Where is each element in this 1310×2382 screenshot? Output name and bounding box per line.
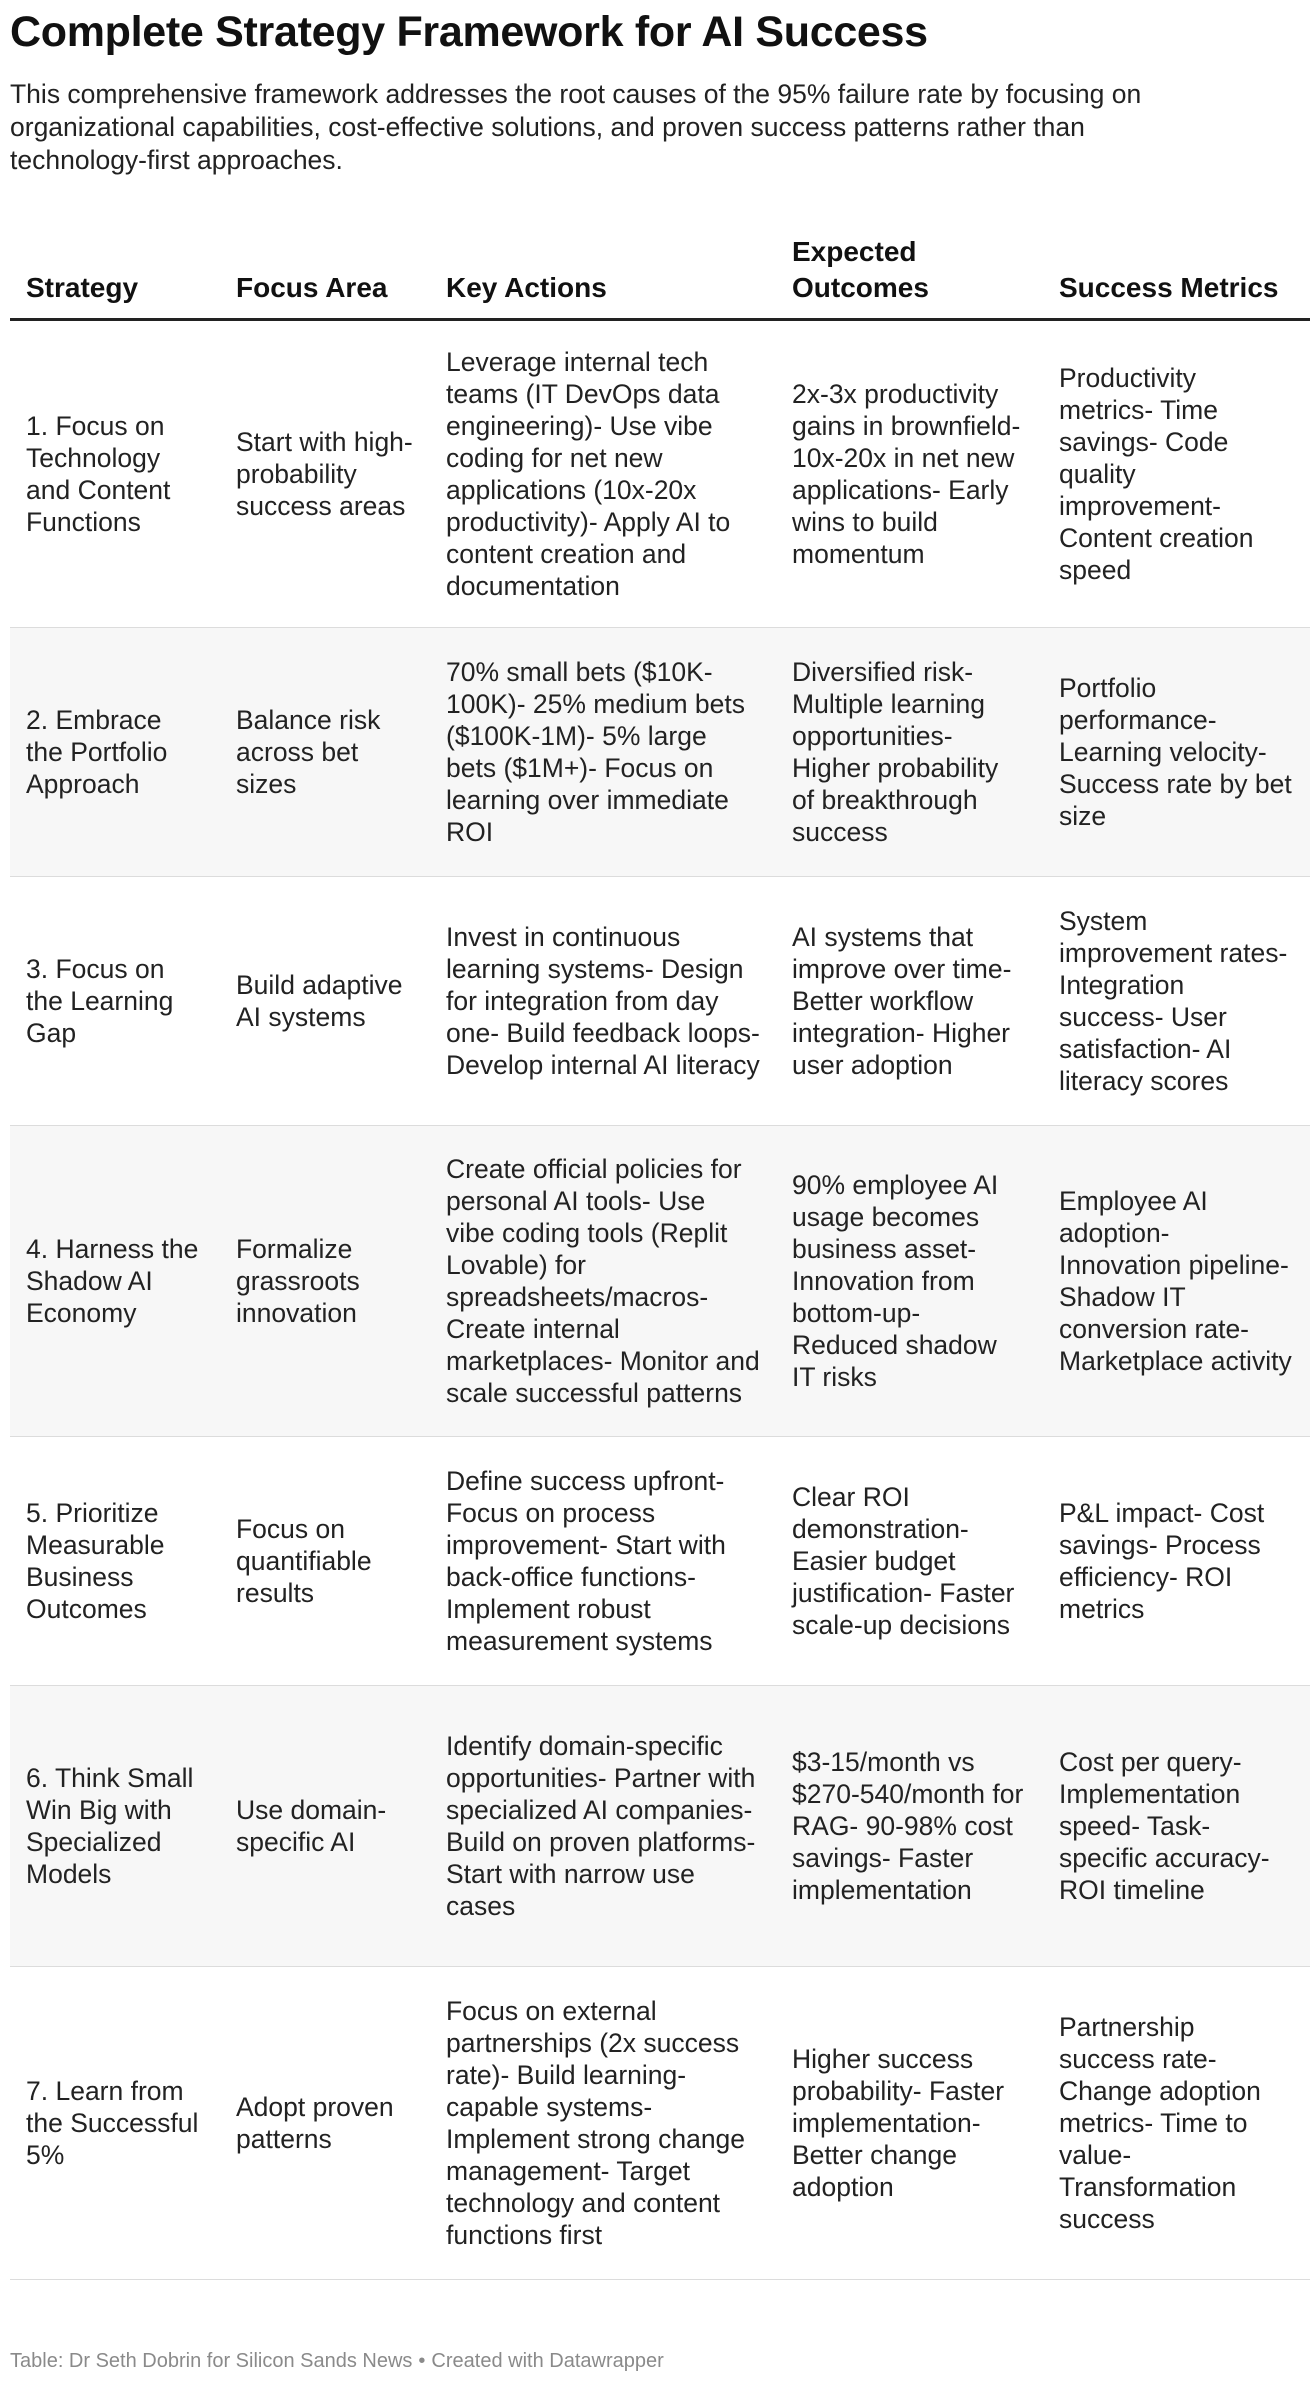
cell-expected-outcomes: AI systems that improve over time- Better workflow integration- Higher user adoption [776, 877, 1043, 1126]
cell-key-actions: Leverage internal tech teams (IT DevOps data engineering)- Use vibe coding for net new applications (10x-20x productivity)- Apply AI to content creation and documentation [430, 320, 776, 628]
cell-focus-area: Adopt proven patterns [220, 1967, 430, 2280]
table-row [10, 320, 1310, 628]
table-row [10, 628, 1310, 877]
cell-expected-outcomes: 2x-3x productivity gains in brownfield- 10x-20x in net new applications- Early wins to build momentum [776, 320, 1043, 628]
footer-separator: • [418, 2350, 426, 2372]
table-row [10, 1126, 1310, 1437]
cell-success-metrics: P&L impact- Cost savings- Process efficiency- ROI metrics [1043, 1437, 1310, 1686]
column-header-focus-area: Focus Area [220, 222, 430, 320]
cell-strategy: 6. Think Small Win Big with Specialized Models [10, 1686, 220, 1967]
column-header-key-actions: Key Actions [430, 222, 776, 320]
cell-success-metrics: Portfolio performance- Learning velocity- Success rate by bet size [1043, 628, 1310, 877]
cell-strategy: 2. Embrace the Portfolio Approach [10, 628, 220, 877]
cell-success-metrics: Cost per query- Implementation speed- Task-specific accuracy- ROI timeline [1043, 1686, 1310, 1967]
datawrapper-table-page [10, 0, 1292, 2382]
cell-strategy: 1. Focus on Technology and Content Functions [10, 320, 220, 628]
cell-focus-area: Focus on quantifiable results [220, 1437, 430, 1686]
cell-key-actions: Identify domain-specific opportunities- Partner with specialized AI companies- Build on proven platforms- Start with narrow use cases [430, 1686, 776, 1967]
cell-key-actions: Focus on external partnerships (2x success rate)- Build learning-capable systems- Implement strong change management- Target technology and content functions first [430, 1967, 776, 2280]
cell-strategy: 7. Learn from the Successful 5% [10, 1967, 220, 2280]
cell-focus-area: Use domain-specific AI [220, 1686, 430, 1967]
cell-success-metrics: Partnership success rate- Change adoption metrics- Time to value- Transformation success [1043, 1967, 1310, 2280]
cell-strategy: 3. Focus on the Learning Gap [10, 877, 220, 1126]
cell-success-metrics: Employee AI adoption- Innovation pipeline- Shadow IT conversion rate- Marketplace activity [1043, 1126, 1310, 1437]
table-row [10, 1437, 1310, 1686]
cell-key-actions: Create official policies for personal AI tools- Use vibe coding tools (Replit Lovable) for spreadsheets/macros- Create internal marketplaces- Monitor and scale successful patterns [430, 1126, 776, 1437]
cell-success-metrics: System improvement rates- Integration success- User satisfaction- AI literacy scores [1043, 877, 1310, 1126]
column-header-expected-outcomes: Expected Outcomes [776, 222, 1043, 320]
strategy-table-container [10, 222, 1310, 2280]
column-header-strategy: Strategy [10, 222, 220, 320]
table-header [10, 222, 1310, 320]
cell-key-actions: Define success upfront- Focus on process improvement- Start with back-office functions- Implement robust measurement systems [430, 1437, 776, 1686]
cell-key-actions: 70% small bets ($10K-100K)- 25% medium bets ($100K-1M)- 5% large bets ($1M+)- Focus on learning over immediate ROI [430, 628, 776, 877]
table-row [10, 1967, 1310, 2280]
table-row [10, 1686, 1310, 1967]
cell-focus-area: Build adaptive AI systems [220, 877, 430, 1126]
cell-expected-outcomes: Higher success probability- Faster implementation- Better change adoption [776, 1967, 1043, 2280]
cell-focus-area: Start with high-probability success areas [220, 320, 430, 628]
datawrapper-credit-link[interactable]: Created with Datawrapper [431, 2350, 664, 2372]
cell-strategy: 5. Prioritize Measurable Business Outcomes [10, 1437, 220, 1686]
source-note: Table: Dr Seth Dobrin for Silicon Sands News [10, 2350, 413, 2372]
cell-key-actions: Invest in continuous learning systems- Design for integration from day one- Build feedback loops- Develop internal AI literacy [430, 877, 776, 1126]
table-row [10, 877, 1310, 1126]
column-header-success-metrics: Success Metrics [1043, 222, 1310, 320]
cell-focus-area: Balance risk across bet sizes [220, 628, 430, 877]
cell-expected-outcomes: 90% employee AI usage becomes business asset- Innovation from bottom-up- Reduced shadow IT risks [776, 1126, 1043, 1437]
cell-strategy: 4. Harness the Shadow AI Economy [10, 1126, 220, 1437]
cell-expected-outcomes: Clear ROI demonstration- Easier budget justification- Faster scale-up decisions [776, 1437, 1043, 1686]
strategy-table [10, 222, 1310, 2280]
page-title: Complete Strategy Framework for AI Success [10, 8, 928, 56]
cell-focus-area: Formalize grassroots innovation [220, 1126, 430, 1437]
cell-expected-outcomes: Diversified risk- Multiple learning opportunities- Higher probability of breakthrough success [776, 628, 1043, 877]
cell-expected-outcomes: $3-15/month vs $270-540/month for RAG- 90-98% cost savings- Faster implementation [776, 1686, 1043, 1967]
table-body [10, 320, 1310, 2280]
cell-success-metrics: Productivity metrics- Time savings- Code quality improvement- Content creation speed [1043, 320, 1310, 628]
page-description: This comprehensive framework addresses the root causes of the 95% failure rate by focusing on organizational capabilities, cost-effective solutions, and proven success patterns rather than technology-first approaches. [10, 79, 1142, 175]
table-footer [10, 2350, 664, 2373]
table-header-row [10, 222, 1310, 320]
